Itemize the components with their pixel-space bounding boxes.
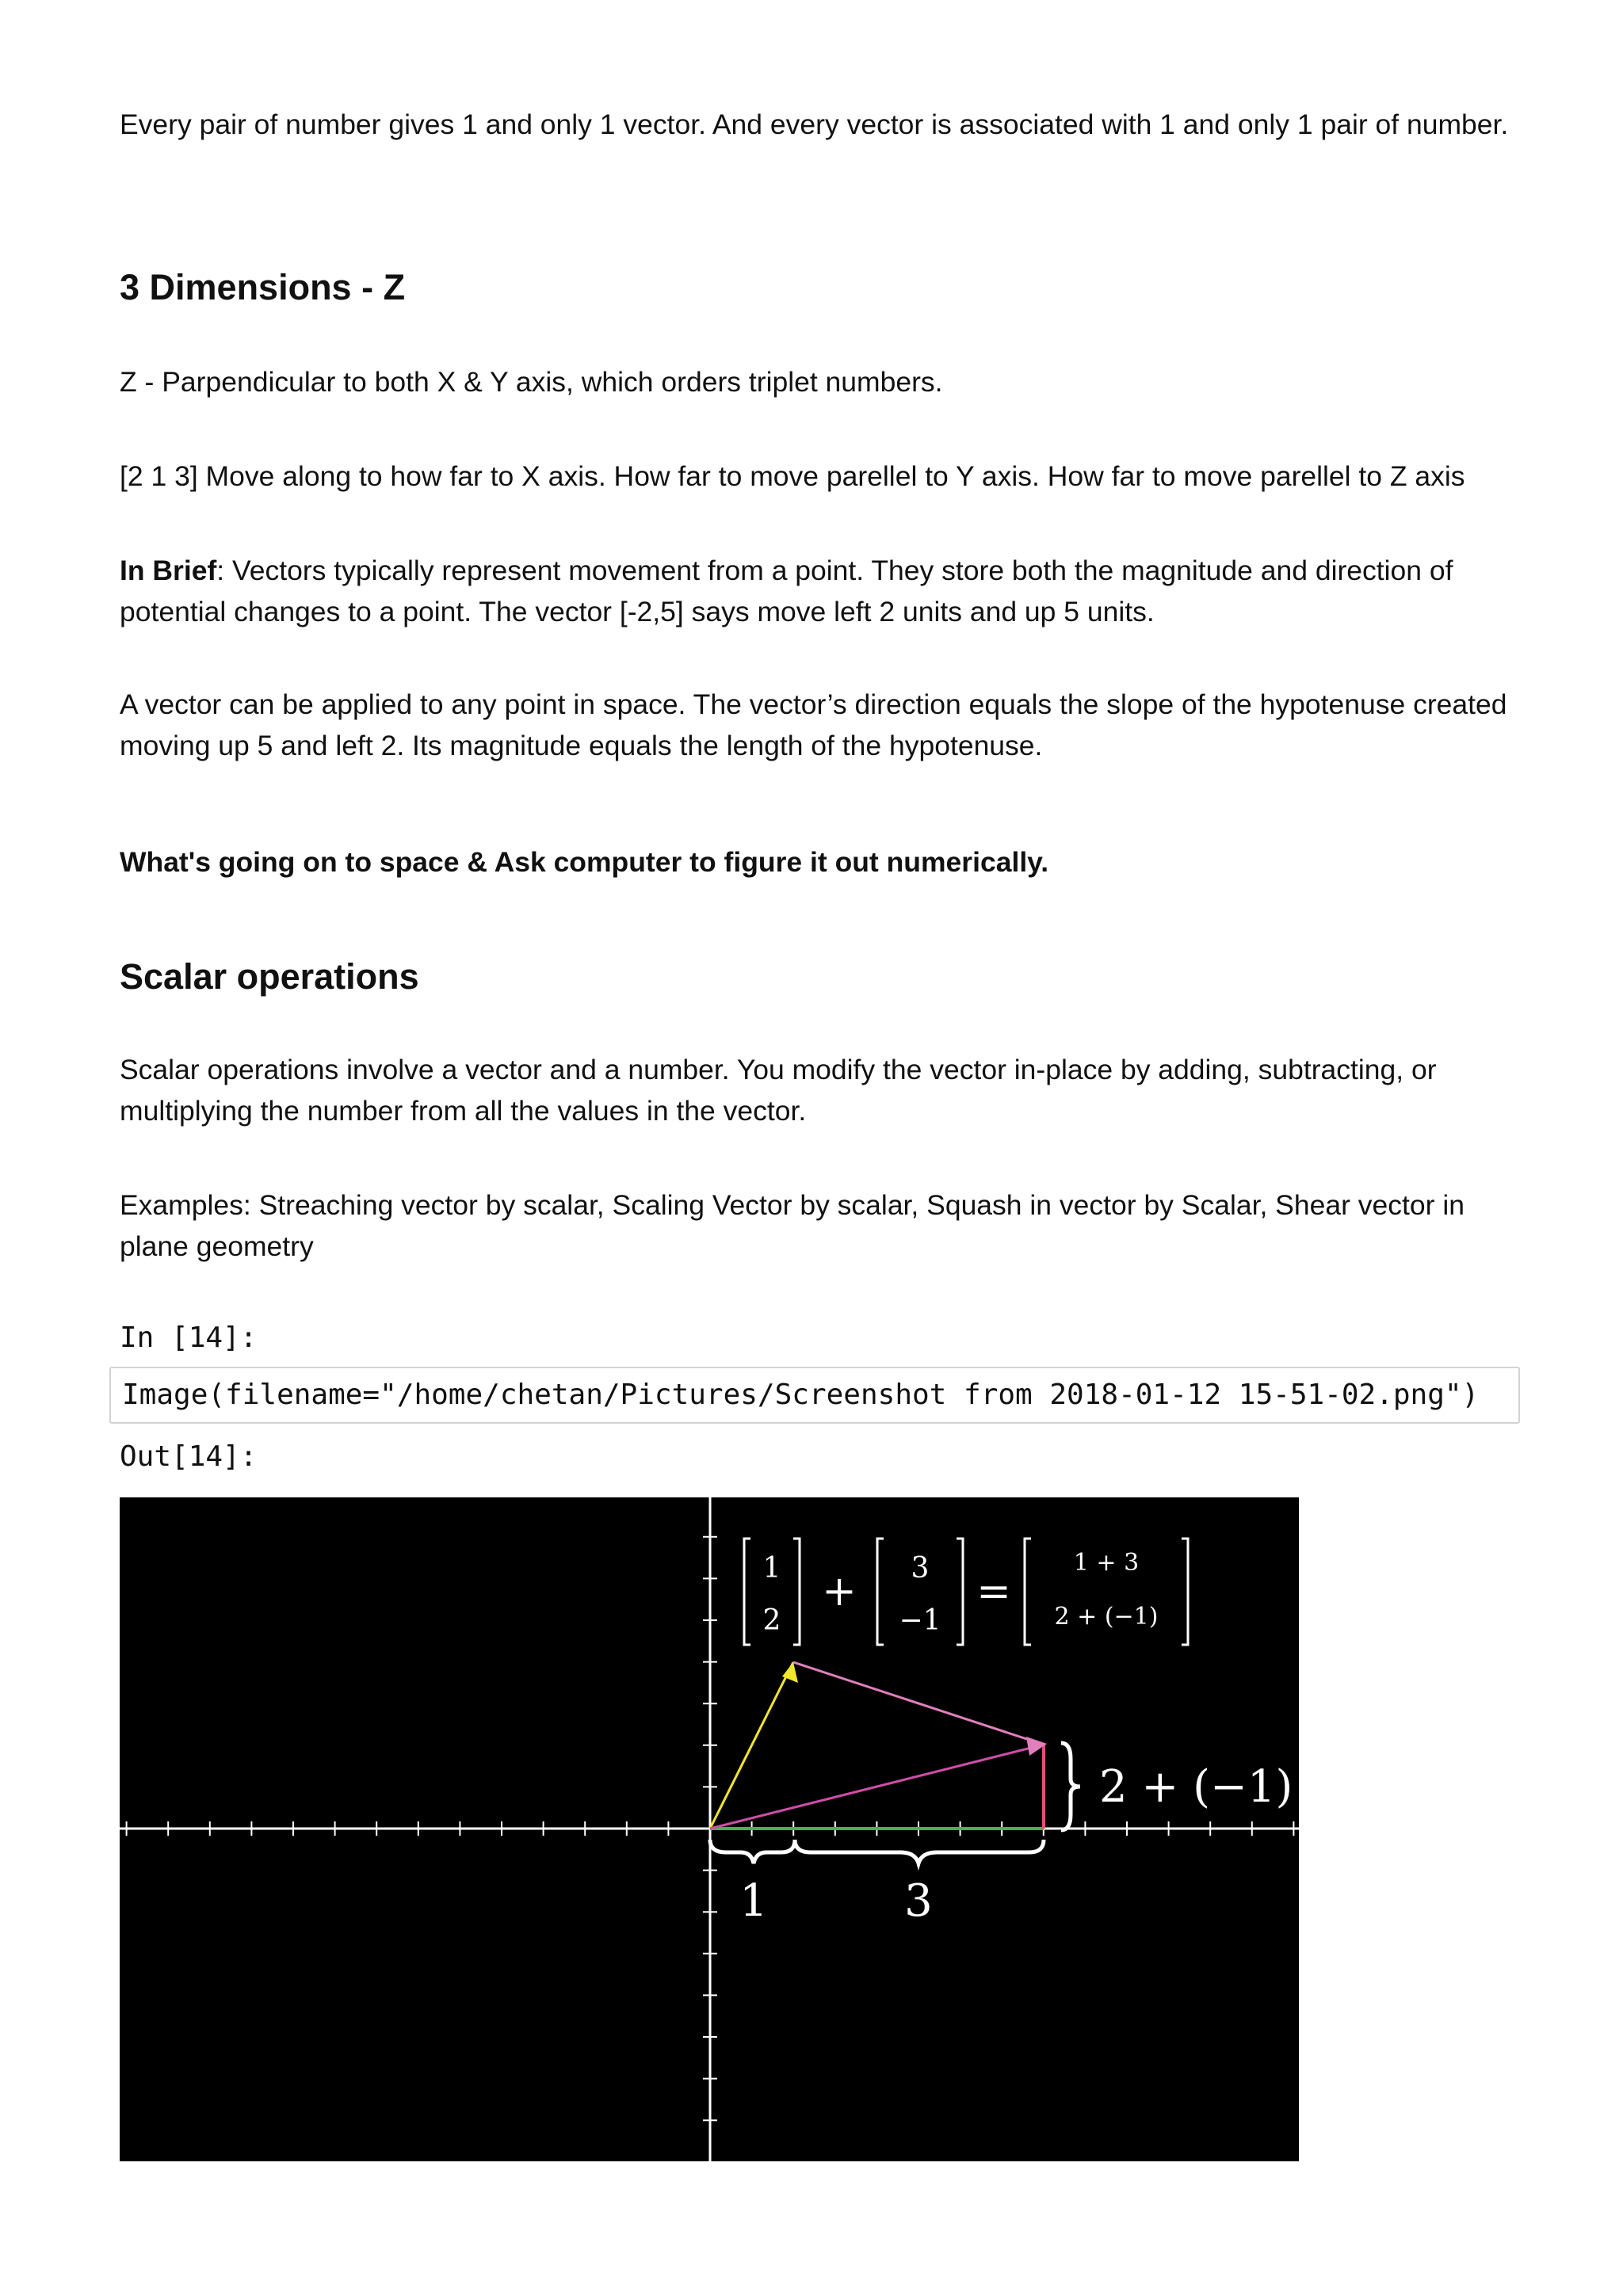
- heading-3-dimensions: 3 Dimensions - Z: [120, 267, 406, 307]
- bold-statement: What's going on to space & Ask computer to figure it out numerically.: [120, 846, 1049, 878]
- paragraph-examples: Examples: Streaching vector by scalar, Scaling Vector by scalar, Squash in vector by Scalar, Shear vector in plane geometry: [120, 1189, 1465, 1262]
- x-brace-1: [710, 1840, 795, 1863]
- in-brief-text: : Vectors typically represent movement from a point. They store both the magnitude and direction of potential changes to a point. The vector [-2,5] says move left 2 units and up 5 units.: [120, 555, 1453, 627]
- output-prompt: Out[14]:: [120, 1440, 258, 1473]
- x-brace-2-label: 3: [904, 1875, 933, 1927]
- vec-b-top: 3: [911, 1552, 930, 1585]
- vec-sum-top: 1 + 3: [1073, 1549, 1140, 1577]
- vec-a-bottom: 2: [762, 1604, 781, 1637]
- x-brace-2: [795, 1840, 1044, 1863]
- paragraph-scalar-ops: Scalar operations involve a vector and a number. You modify the vector in-place by adding, subtracting, or multiplying the number from all the values in the vector.: [120, 1054, 1437, 1127]
- vec-b-bottom: −1: [899, 1604, 941, 1637]
- heading-scalar-operations: Scalar operations: [120, 956, 419, 997]
- paragraph-triplet-move: [2 1 3] Move along to how far to X axis. How far to move parellel to Y axis. How far to move parellel to Z axis: [120, 460, 1465, 492]
- input-prompt: In [14]:: [120, 1322, 258, 1354]
- paragraph-z-axis: Z - Parpendicular to both X & Y axis, which orders triplet numbers.: [120, 366, 943, 398]
- y-brace: [1061, 1743, 1080, 1830]
- vector-addition-figure: [120, 1497, 1299, 2161]
- y-brace-label: 2 + (−1): [1099, 1761, 1293, 1813]
- equals-sign: =: [976, 1568, 1011, 1615]
- code-text: Image(filename="/home/chetan/Pictures/Screenshot from 2018-01-12 15-51-02.png"): [122, 1379, 1480, 1411]
- vector-sum-arrow: [710, 1745, 1044, 1829]
- vec-sum-bottom: 2 + (−1): [1054, 1603, 1159, 1630]
- x-brace-1-label: 1: [739, 1875, 768, 1927]
- paragraph-vector-direction: A vector can be applied to any point in space. The vector’s direction equals the slope of the hypotenuse created moving up 5 and left 2. Its magnitude equals the length of the hypotenuse.: [120, 688, 1507, 761]
- paragraph-vector-pairs: Every pair of number gives 1 and only 1 vector. And every vector is associated with 1 and only 1 pair of number.: [120, 109, 1509, 140]
- paragraph-in-brief: [120, 550, 1522, 632]
- vector-a-arrow: [710, 1662, 793, 1829]
- plus-sign: +: [822, 1568, 857, 1615]
- vector-b-arrow: [793, 1662, 1044, 1745]
- code-cell[interactable]: [109, 1367, 1520, 1424]
- vec-a-top: 1: [762, 1552, 781, 1585]
- in-brief-label: In Brief: [120, 555, 217, 586]
